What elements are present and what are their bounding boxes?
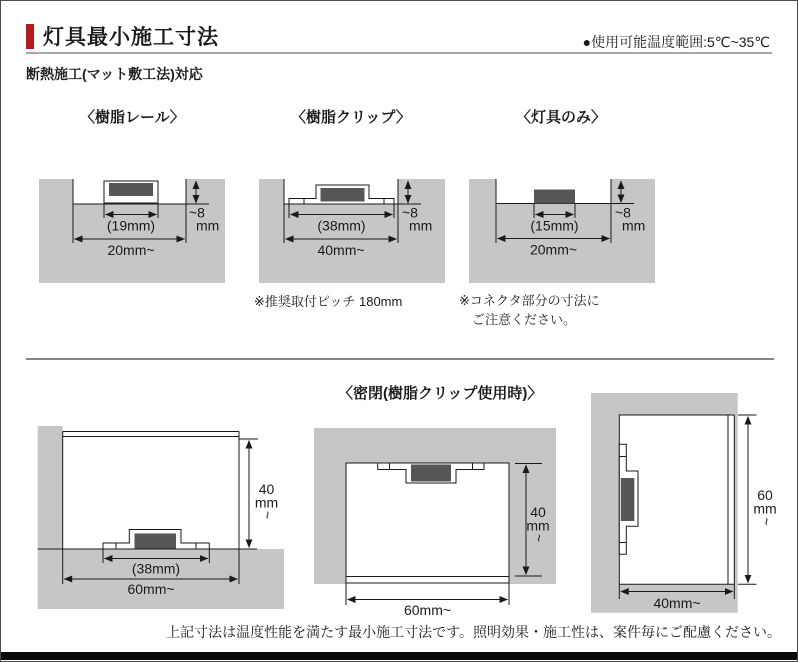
- diagram-fixture-only: [461, 171, 661, 301]
- diagram-header-fixture-only: 〈灯具のみ〉: [516, 109, 607, 126]
- material-block: [591, 393, 738, 613]
- note-connector-line1: ※コネクタ部分の寸法に: [459, 293, 600, 308]
- light-fixture: [321, 188, 365, 202]
- sealed-section-title: 〈密閉(樹脂クリップ使用時)〉: [338, 385, 543, 402]
- cavity-width-label: 40mm~: [653, 595, 701, 611]
- note-mounting-pitch: ※推奨取付ピッチ 180mm: [254, 294, 403, 309]
- page-title: 灯具最小施工寸法: [43, 26, 219, 49]
- light-fixture: [411, 465, 451, 482]
- cavity-height-cont: ~: [531, 533, 547, 543]
- inner-width-label: (15mm): [530, 217, 579, 234]
- cavity-height-value: 60: [757, 487, 773, 503]
- usable-temperature-note: ●使用可能温度範囲:5℃~35℃: [582, 34, 770, 50]
- inner-width-label: (38mm): [317, 217, 366, 234]
- title-block: [26, 21, 219, 51]
- opening-width-label: 20mm~: [107, 242, 155, 258]
- depth-unit-label: mm: [409, 217, 433, 234]
- clip-width-label: (38mm): [131, 560, 181, 577]
- light-fixture: [135, 534, 177, 549]
- cavity-width-dimension: [346, 584, 509, 618]
- depth-value-label: ~8: [402, 204, 418, 221]
- footer-note: 上記寸法は温度性能を満たす最小施工寸法です。照明効果・施工性は、案件毎にご配慮ください。: [166, 624, 781, 640]
- material-block: [314, 428, 556, 584]
- section-divider: [26, 358, 774, 360]
- depth-value-label: ~8: [615, 204, 631, 221]
- depth-value-label: ~8: [189, 204, 205, 221]
- diagram-sealed-wall: [586, 391, 781, 623]
- opening-width-label: 40mm~: [317, 242, 365, 258]
- diagram-header-resin-rail: 〈樹脂レール〉: [80, 109, 185, 126]
- title-divider: [26, 52, 772, 54]
- diagram-sealed-floor: [26, 411, 286, 621]
- light-fixture: [534, 190, 575, 204]
- note-connector-line2: ご注意ください。: [472, 312, 577, 327]
- cavity-width-label: 60mm~: [403, 602, 452, 618]
- cavity-height-cont: ~: [758, 517, 775, 526]
- diagram-sealed-ceiling: [311, 421, 556, 621]
- wall-block: [38, 426, 63, 549]
- bottom-bar: [1, 652, 797, 660]
- cavity-width-label: 60mm~: [127, 581, 175, 597]
- opening-width-label: 20mm~: [529, 241, 578, 258]
- light-fixture: [621, 478, 635, 521]
- cavity-height-unit: mm: [526, 517, 550, 534]
- depth-unit-label: mm: [196, 217, 220, 234]
- cavity-height-cont: ~: [259, 510, 276, 520]
- depth-unit-label: mm: [622, 217, 646, 234]
- cavity-height-dimension: [239, 439, 278, 548]
- light-fixture: [109, 183, 153, 196]
- cavity-height-dimension: [738, 415, 777, 584]
- cavity-height-unit: mm: [753, 500, 777, 517]
- cavity-height-value: 40: [258, 481, 275, 497]
- diagram-header-resin-clip: 〈樹脂クリップ〉: [291, 109, 411, 126]
- cavity-height-unit: mm: [254, 494, 279, 511]
- cavity-height-value: 40: [530, 504, 546, 520]
- diagram-resin-clip: [251, 171, 451, 301]
- title-accent-marker: [26, 24, 34, 49]
- insulation-method-subtitle: 断熱施工(マット敷工法)対応: [26, 66, 203, 82]
- diagram-resin-rail: [31, 171, 231, 301]
- inner-width-label: (19mm): [106, 217, 156, 234]
- note-connector-dimensions: [459, 291, 600, 329]
